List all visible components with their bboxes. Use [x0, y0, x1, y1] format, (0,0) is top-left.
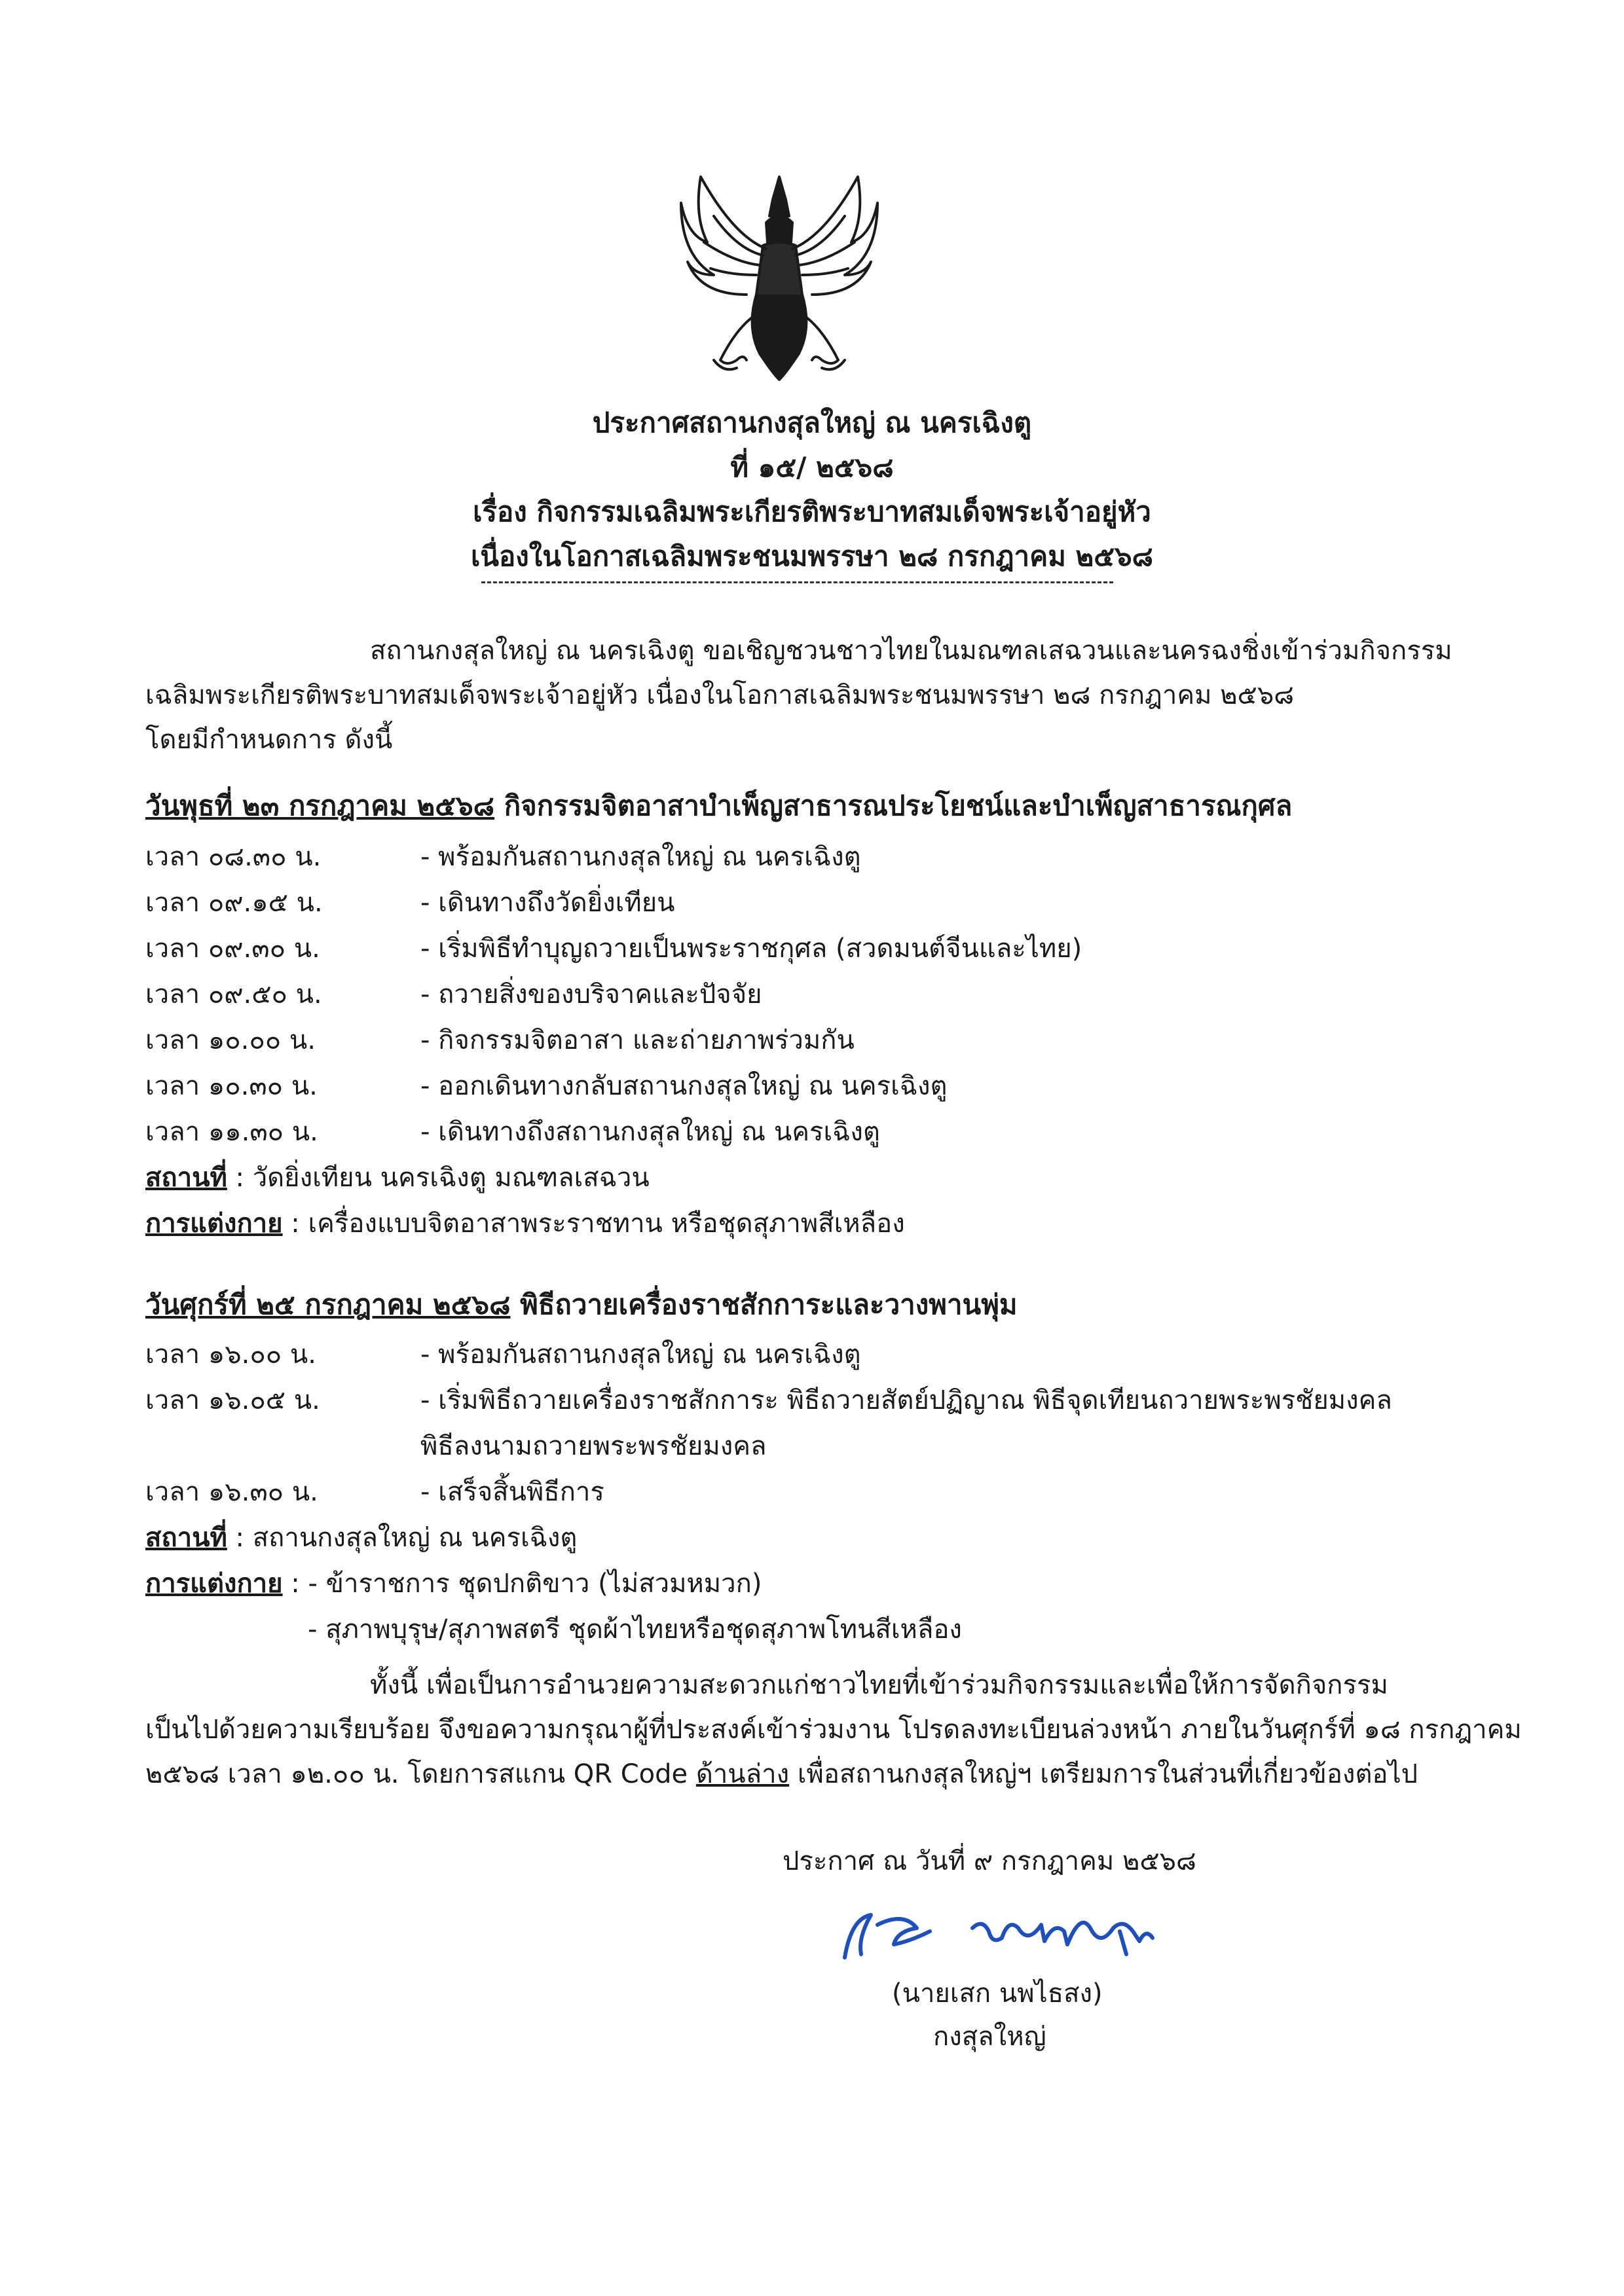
event2-dress	[145, 1562, 762, 1604]
signature-icon	[832, 1892, 1159, 1977]
event1-venue	[145, 1156, 650, 1198]
event1-title: กิจกรรมจิตอาสาบำเพ็ญสาธารณประโยชน์และบำเพ็ญสาธารณกุศล	[494, 790, 1293, 822]
announcement-header	[0, 401, 1624, 579]
garuda-emblem-icon	[674, 164, 884, 386]
event2-heading	[145, 1283, 1018, 1326]
event1-row-5	[145, 1019, 855, 1061]
closing-emphasis: ด้านล่าง	[695, 1759, 790, 1789]
event1-date: วันพุธที่ ๒๓ กรกฎาคม ๒๕๖๘	[145, 790, 495, 822]
dress-label: การแต่งกาย	[145, 1569, 283, 1599]
event2-dress-line-2: - สุภาพบุรุษ/สุภาพสตรี ชุดผ้าไทยหรือชุดสุภาพโทนสีเหลือง	[308, 1614, 962, 1645]
event1-heading	[145, 784, 1292, 828]
venue-value: : สถานกงสุลใหญ่ ณ นครเฉิงตู	[227, 1523, 578, 1553]
header-occasion: เนื่องในโอกาสเฉลิมพระชนมพรรษา ๒๘ กรกฎาคม ๒๕๖๘	[470, 540, 1154, 572]
schedule-activity: - เริ่มพิธีทำบุญถวายเป็นพระราชกุศล (สวดมนต์จีนและไทย)	[420, 934, 1082, 964]
event1-row-4	[145, 973, 762, 1015]
dress-value: : เครื่องแบบจิตอาสาพระราชทาน หรือชุดสุภาพสีเหลือง	[282, 1209, 905, 1239]
intro-line-2: เฉลิมพระเกียรติพระบาทสมเด็จพระเจ้าอยู่หัว เนื่องในโอกาสเฉลิมพระชนมพรรษา ๒๘ กรกฎาคม ๒๕๖๘	[145, 680, 1295, 710]
schedule-activity: - ออกเดินทางกลับสถานกงสุลใหญ่ ณ นครเฉิงตู	[420, 1071, 948, 1101]
venue-value: : วัดยิ่งเทียน นครเฉิงตู มณฑลเสฉวน	[227, 1163, 650, 1193]
schedule-activity: - เดินทางถึงสถานกงสุลใหญ่ ณ นครเฉิงตู	[420, 1117, 880, 1147]
venue-label: สถานที่	[145, 1163, 227, 1193]
event2-row-2-continued: พิธีลงนามถวายพระพรชัยมงคล	[420, 1431, 767, 1461]
event1-row-3	[145, 927, 1082, 969]
intro-line-3: โดยมีกำหนดการ ดังนี้	[145, 725, 393, 755]
event2-row-3	[145, 1470, 604, 1512]
event2-date: วันศุกร์ที่ ๒๕ กรกฎาคม ๒๕๖๘	[145, 1288, 511, 1321]
event2-title: พิธีถวายเครื่องราชสักการะและวางพานพุ่ม	[510, 1288, 1018, 1321]
schedule-activity: - เสร็จสิ้นพิธีการ	[420, 1477, 604, 1507]
schedule-time: เวลา ๑๖.๓๐ น.	[145, 1477, 318, 1507]
schedule-time: เวลา ๐๙.๑๕ น.	[145, 888, 323, 918]
closing-line-2: เป็นไปด้วยความเรียบร้อย จึงขอความกรุณาผู้ที่ประสงค์เข้าร่วมงาน โปรดลงทะเบียนล่วงหน้า ภายในวันศุกร์ที่ ๑๘ กรกฎาคม	[145, 1715, 1522, 1745]
schedule-activity: - พร้อมกันสถานกงสุลใหญ่ ณ นครเฉิงตู	[420, 1339, 861, 1370]
closing-line-1: ทั้งนี้ เพื่อเป็นการอำนวยความสะดวกแก่ชาวไทยที่เข้าร่วมกิจกรรมและเพื่อให้การจัดกิจกรรม	[370, 1670, 1388, 1700]
venue-label: สถานที่	[145, 1523, 227, 1553]
schedule-time: เวลา ๐๙.๕๐ น.	[145, 979, 322, 1010]
schedule-activity: - เริ่มพิธีถวายเครื่องราชสักการะ พิธีถวายสัตย์ปฏิญาณ พิธีจุดเทียนถวายพระพรชัยมงคล	[420, 1385, 1392, 1415]
schedule-time: เวลา ๐๘.๓๐ น.	[145, 842, 322, 872]
event1-dress	[145, 1202, 905, 1244]
schedule-time: เวลา ๑๐.๐๐ น.	[145, 1025, 316, 1055]
closing-line-3-start: ๒๕๖๘ เวลา ๑๒.๐๐ น. โดยการสแกน QR Code	[145, 1759, 696, 1789]
event1-row-7	[145, 1110, 880, 1152]
header-divider	[481, 581, 1113, 583]
event1-row-2	[145, 881, 674, 923]
dress-label: การแต่งกาย	[145, 1209, 283, 1239]
schedule-time: เวลา ๑๑.๓๐ น.	[145, 1117, 318, 1147]
schedule-time: เวลา ๑๖.๐๐ น.	[145, 1339, 316, 1370]
header-title: ประกาศสถานกงสุลใหญ่ ณ นครเฉิงตู	[592, 407, 1032, 439]
event2-venue	[145, 1516, 577, 1558]
schedule-time: เวลา ๐๙.๓๐ น.	[145, 934, 320, 964]
header-number: ที่ ๑๕/ ๒๕๖๘	[730, 451, 894, 483]
event2-row-1	[145, 1333, 861, 1375]
schedule-activity: - เดินทางถึงวัดยิ่งเทียน	[420, 888, 675, 918]
signatory-position: กงสุลใหญ่	[933, 2022, 1046, 2052]
event1-row-1	[145, 835, 861, 877]
schedule-time: เวลา ๑๐.๓๐ น.	[145, 1071, 318, 1101]
signoff-date: ประกาศ ณ วันที่ ๙ กรกฎาคม ๒๕๖๘	[783, 1846, 1196, 1876]
closing-line-3	[145, 1752, 1418, 1796]
closing-line-3-end: เพื่อสถานกงสุลใหญ่ฯ เตรียมการในส่วนที่เกี่ยวข้องต่อไป	[789, 1759, 1418, 1789]
intro-line-1: สถานกงสุลใหญ่ ณ นครเฉิงตู ขอเชิญชวนชาวไทยในมณฑลเสฉวนและนครฉงชิ่งเข้าร่วมกิจกรรม	[370, 636, 1452, 666]
event1-row-6	[145, 1065, 948, 1106]
schedule-activity: - กิจกรรมจิตอาสา และถ่ายภาพร่วมกัน	[420, 1025, 855, 1055]
schedule-time: เวลา ๑๖.๐๕ น.	[145, 1385, 320, 1415]
schedule-activity: - พร้อมกันสถานกงสุลใหญ่ ณ นครเฉิงตู	[420, 842, 861, 872]
schedule-activity: - ถวายสิ่งของบริจาคและปัจจัย	[420, 979, 762, 1010]
event2-row-2	[145, 1379, 1392, 1421]
signatory-name: (นายเสก นพไธสง)	[892, 1978, 1103, 2009]
dress-value: : - ข้าราชการ ชุดปกติขาว (ไม่สวมหมวก)	[282, 1569, 762, 1599]
header-subject: เรื่อง กิจกรรมเฉลิมพระเกียรติพระบาทสมเด็จพระเจ้าอยู่หัว	[473, 496, 1151, 528]
